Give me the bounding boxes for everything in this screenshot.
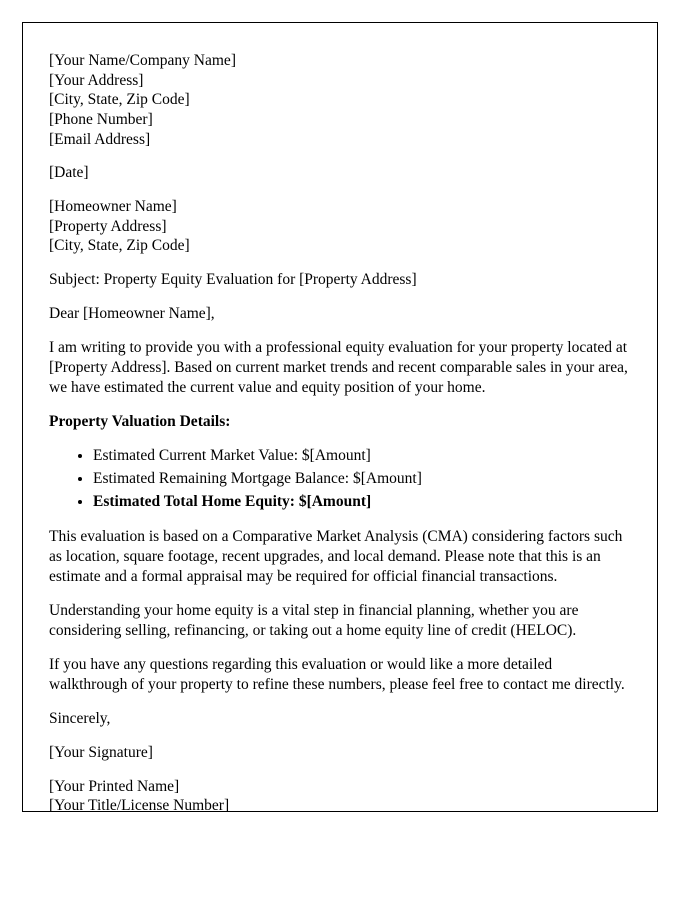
list-item: • Estimated Total Home Equity: $[Amount] [93,492,631,513]
title-license-line: [Your Title/License Number] [49,797,230,815]
recipient-line-2: [Property Address] [49,217,167,235]
intro-paragraph: I am writing to provide you with a professional equity evaluation for your property located at [Property Address]. Based on current market trends and recent comparable sales in your area, we have estimated the current value and equity position of your home. [49,339,628,396]
body-paragraph-1: This evaluation is based on a Comparative Market Analysis (CMA) considering factors such as location, square footage, recent upgrades, and local demand. Please note that this is an estimate and a formal appraisal may be required for official financial transactions. [49,527,623,585]
letter-sheet [22,22,658,815]
sender-line-3: [City, State, Zip Code] [49,91,190,109]
body-paragraph-3: If you have any questions regarding this evaluation or would like a more detailed walkthrough of your property to refine these numbers, please feel free to contact me directly. [49,655,625,693]
closing: Sincerely, [49,709,111,727]
signoff-block [49,777,631,816]
valuation-heading: Property Valuation Details: [49,412,231,430]
sender-line-5: [Email Address] [49,130,151,148]
subject-line: Subject: Property Equity Evaluation for [Property Address] [49,271,417,289]
recipient-line-3: [City, State, Zip Code] [49,237,190,255]
date-line: [Date] [49,164,89,182]
sender-line-4: [Phone Number] [49,111,153,129]
sender-line-1: [Your Name/Company Name] [49,52,236,69]
printed-name-line: [Your Printed Name] [49,777,180,795]
signature-line: [Your Signature] [49,743,153,761]
sender-address-block [49,51,631,149]
body-paragraph-2: Understanding your home equity is a vital step in financial planning, whether you are considering selling, refinancing, or taking out a home equity line of credit (HELOC). [49,601,579,639]
list-item: • Estimated Remaining Mortgage Balance: $[Amount] [93,469,631,490]
letter-content [23,23,657,816]
date-block [49,163,631,183]
sender-line-2: [Your Address] [49,71,144,89]
list-item: • Estimated Current Market Value: $[Amount] [93,446,631,467]
salutation: Dear [Homeowner Name], [49,305,215,323]
valuation-list [49,446,631,513]
recipient-line-1: [Homeowner Name] [49,198,177,216]
recipient-address-block [49,197,631,256]
